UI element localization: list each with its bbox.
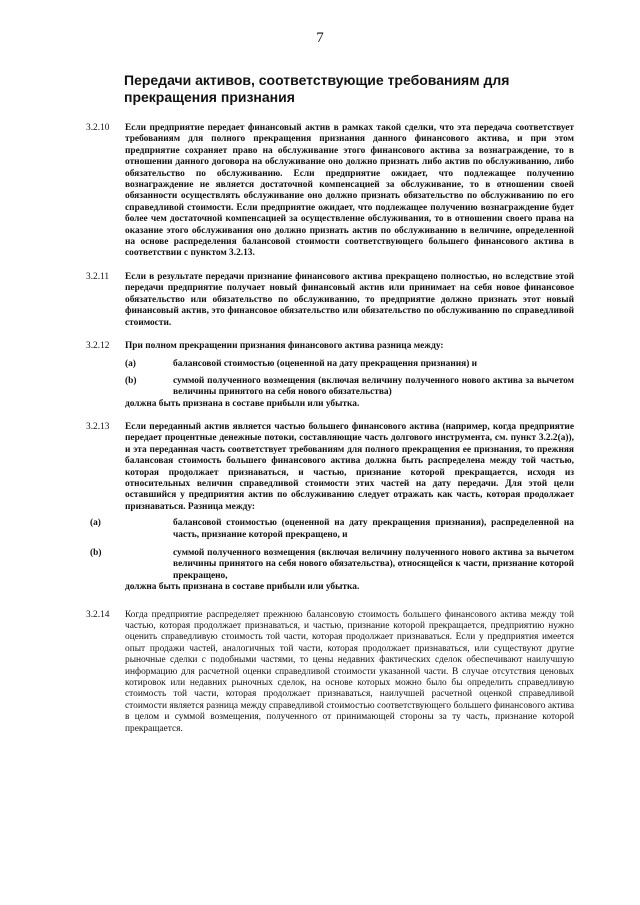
paragraph-number: 3.2.11	[86, 271, 110, 282]
list-item-text: балансовой стоимостью (оцененной на дату прекращения признания), распределенной на часть, признание которой прекращено, и	[173, 518, 574, 540]
paragraph-intro: При полном прекращении признания финансового актива разница между:	[125, 340, 444, 351]
document-body	[86, 123, 574, 735]
paragraph-number: 3.2.14	[86, 609, 110, 620]
paragraph-intro: Если переданный актив является частью большего финансового актива (например, когда предприятие передает процентные денежные потоки, составляющие часть долгового инструмента, см. пункт 3.2.2(а)), и эта переданная часть соответствует требованиям для полного прекращения ее признания, то прежняя балансовая стоимость большего финансового актива должна быть распределена между той частью, которая продолжает признаваться, и частью, признание которой прекращается, исходя из относительных величин справедливой стоимости этих частей на дату передачи. Для этой цели оставшийся у предприятия актив по обслуживанию следует отражать как часть, которая продолжает признаваться. Разница между:	[125, 421, 574, 512]
paragraph-number: 3.2.12	[86, 340, 110, 351]
paragraph-text: Когда предприятие распределяет прежнюю балансовую стоимость большего финансового актива между той частью, которая продолжает признаваться, и частью, признание которой прекращается, предприятию нужно оценить справедливую стоимость той части, которая продолжает признаваться. Если у предприятия имеется опыт продажи частей, аналогичных той части, которая продолжает признаваться, или существуют другие рыночные сделки с подобными частями, то цены недавних фактических сделок обеспечивают наилучшую информацию для расчетной оценки справедливой стоимости указанной части. В случае отсутствия ценовых котировок или недавних рыночных сделок, на основе которых можно было бы определить справедливую стоимость той части, которая продолжает признаваться, наилучшей расчетной оценкой справедливой стоимости является разница между справедливой стоимостью соответствующего большего финансового актива в целом и суммой возмещения, полученного от принимающей стороны за ту часть, признание которой прекращается.	[125, 609, 574, 734]
list-letter: (а)	[125, 359, 136, 370]
paragraph-3-2-10	[86, 123, 574, 260]
paragraph-number: 3.2.10	[86, 123, 110, 133]
paragraph-3-2-14	[86, 610, 574, 735]
list-item	[90, 518, 574, 541]
paragraph-text: Если предприятие передает финансовый актив в рамках такой сделки, что эта передача соответствует требованиям для полного прекращения признания данного финансового актива, и при этом предприятие сохраняет право на обслуживание этого финансового актива за вознаграждение, то в отношении данного договора на обслуживание оно должно признать либо актив по обслуживанию, либо обязательство по обслуживанию. Если предприятие ожидает, что подлежащее получению вознаграждение не является достаточной компенсацией за обслуживание, то в отношении своей обязанности осуществлять обслуживание оно должно признать обязательство по обслуживанию по его справедливой стоимости. Если предприятие ожидает, что подлежащее получению вознаграждение будет более чем достаточной компенсацией за осуществление обслуживания, то в отношении своего права на оказание этого обслуживания оно должно признать актив по обслуживанию в величине, определенной на основе распределения балансовой стоимости соответствующего большего финансового актива в соответствии с пунктом 3.2.13.	[125, 123, 574, 259]
list-letter: (а)	[90, 518, 101, 529]
list-item	[125, 376, 574, 399]
paragraph-3-2-13	[86, 422, 574, 594]
paragraph-outro: должна быть признана в составе прибыли или убытка.	[125, 398, 360, 409]
page-number: 7	[316, 30, 324, 46]
paragraph-3-2-12	[86, 341, 574, 410]
list-item	[90, 548, 574, 582]
paragraph-3-2-11	[86, 272, 574, 329]
paragraph-outro: должна быть признана в составе прибыли или убытка.	[125, 582, 360, 593]
list-letter: (b)	[125, 375, 137, 386]
paragraph-number: 3.2.13	[86, 421, 110, 432]
list-item-text: суммой полученного возмещения (включая величину полученного нового актива за вычетом величины принятого на себя нового обязательства), относящейся к части, признание которой прекращено,	[173, 548, 574, 581]
list-item-text: балансовой стоимостью (оцененной на дату прекращения признания) и	[173, 359, 478, 370]
list-item	[125, 359, 574, 370]
list-letter: (b)	[90, 548, 102, 558]
section-heading: Передачи активов, соответствующие требованиям для прекращения признания	[124, 72, 510, 105]
list-item-text: суммой полученного возмещения (включая величину полученного нового актива за вычетом величины принятого на себя нового обязательства)	[173, 375, 574, 398]
paragraph-text: Если в результате передачи признание финансового актива прекращено полностью, но вследствие этой передачи предприятие получает новый финансовый актив или принимает на себя новое финансовое обязательство или обязательство по обслуживанию, то предприятие должно признать этот новый финансовый актив, это финансовое обязательство или обязательство по обслуживанию по справедливой стоимости.	[125, 271, 574, 328]
